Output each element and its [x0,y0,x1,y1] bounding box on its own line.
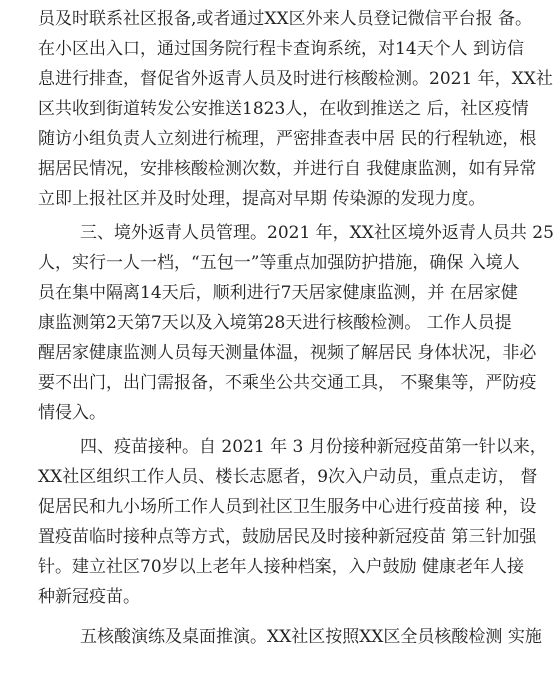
text-line: 员在集中隔离14天后，顺利进行7天居家健康监测，并 在居家健 [38,283,518,303]
text-line: 种新冠疫苗。 [38,587,140,607]
text-line: 要不出门，出门需报备，不乘坐公共交通工具， 不聚集等，严防疫 [38,373,537,393]
text-line: 据居民情况，安排核酸检测次数，并进行自 我健康监测，如有异常 [38,159,537,179]
section-heading-line: 四、疫苗接种。自 2021 年 3 月份接种新冠疫苗第一针以来， [80,437,547,457]
section-heading-line: 五核酸演练及桌面推演。XX社区按照XX区全员核酸检测 实施 [80,627,542,647]
text-line: 随访小组负责人立刻进行梳理，严密排查表中居 民的行程轨迹，根 [38,129,537,149]
text-line: 立即上报社区并及时处理，提高对早期 传染源的发现力度。 [38,189,486,209]
text-line: 息进行排查，督促省外返青人员及时进行核酸检测。2021 年，XX社 [38,69,553,89]
text-line: 在小区出入口，通过国务院行程卡查询系统，对14天个人 到访信 [38,39,525,59]
text-line: 促居民和九小场所工作人员到社区卫生服务中心进行疫苗接 种，设 [38,497,537,517]
text-line: 醒居家健康监测人员每天测量体温，视频了解居民 身体状况，非必 [38,343,537,363]
text-line: 置疫苗临时接种点等方式，鼓励居民及时接种新冠疫苗 第三针加强 [38,527,537,547]
text-line: 情侵入。 [38,403,106,423]
text-line: 康监测第2天第7天以及入境第28天进行核酸检测。 工作人员提 [38,313,512,333]
text-line: XX社区组织工作人员、楼长志愿者，9次入户动员，重点走访， 督 [38,467,538,487]
text-line: 区共收到街道转发公安推送1823人，在收到推送之 后，社区疫情 [38,99,529,119]
text-line: 员及时联系社区报备,或者通过XX区外来人员登记微信平台报 备。 [38,9,533,29]
section-heading-line: 三、境外返青人员管理。2021 年，XX社区境外返青人员共 25 [80,223,554,243]
text-line: 针。建立社区70岁以上老年人接种档案，入户鼓励 健康老年人接 [38,557,525,577]
text-line: 人，实行一人一档，“五包一”等重点加强防护措施，确保 入境人 [38,253,520,273]
